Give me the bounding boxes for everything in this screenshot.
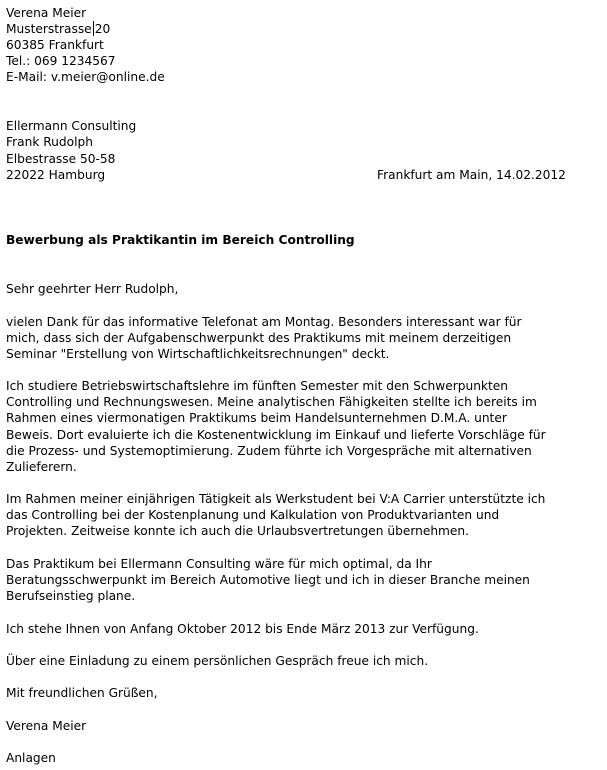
paragraph-line: Ich stehe Ihnen von Anfang Oktober 2012 bis Ende März 2013 zur Verfügung. bbox=[6, 622, 479, 636]
paragraph-4 bbox=[6, 556, 604, 605]
paragraph-2 bbox=[6, 378, 604, 475]
subject-line: Bewerbung als Praktikantin im Bereich Controlling bbox=[6, 233, 355, 247]
paragraph-line: Beratungsschwerpunkt im Bereich Automotive liegt und ich in dieser Branche meinen bbox=[6, 573, 530, 588]
sender-street bbox=[6, 21, 110, 37]
sender-phone: Tel.: 069 1234567 bbox=[6, 54, 116, 68]
paragraph-line: Berufseinstieg plane. bbox=[6, 589, 136, 604]
sender-name: Verena Meier bbox=[6, 6, 87, 20]
sender-street-number: 20 bbox=[94, 22, 111, 36]
paragraph-line: die Prozess- und Systemoptimierung. Zudem führte ich Vorgespräche mit alternativen bbox=[6, 443, 532, 458]
paragraph-line: Beweis. Dort evaluierte ich die Kostenentwicklung im Einkauf und lieferte Vorschläge für bbox=[6, 427, 546, 442]
paragraph-3 bbox=[6, 491, 604, 540]
recipient-company: Ellermann Consulting bbox=[6, 119, 137, 133]
date-line: Frankfurt am Main, 14.02.2012 bbox=[377, 168, 566, 182]
paragraph-line: Im Rahmen meiner einjährigen Tätigkeit als Werkstudent bei V:A Carrier unterstützte ich bbox=[6, 492, 546, 506]
paragraph-line: Rahmen eines viermonatigen Praktikums beim Handelsunternehmen D.M.A. unter bbox=[6, 411, 507, 426]
paragraph-6 bbox=[6, 653, 604, 669]
paragraph-line: das Controlling bei der Kostenplanung und Kalkulation von Produktvarianten und bbox=[6, 508, 500, 523]
paragraph-line: Zulieferern. bbox=[6, 460, 77, 475]
salutation: Sehr geehrter Herr Rudolph, bbox=[6, 282, 179, 296]
paragraph-line: Projekten. Zeitweise konnte ich auch die Urlaubsvertretungen übernehmen. bbox=[6, 524, 470, 539]
paragraph-line: mich, dass sich der Aufgabenschwerpunkt des Praktikums mit meinem derzeitigen bbox=[6, 331, 512, 346]
text-cursor bbox=[93, 21, 94, 36]
paragraph-5 bbox=[6, 621, 604, 637]
paragraph-line: Ich studiere Betriebswirtschaftslehre im fünften Semester mit den Schwerpunkten bbox=[6, 379, 508, 393]
paragraph-line: Seminar "Erstellung von Wirtschaftlichkeitsrechnungen" deckt. bbox=[6, 347, 390, 362]
recipient-person: Frank Rudolph bbox=[6, 135, 93, 149]
recipient-city: 22022 Hamburg bbox=[6, 168, 106, 182]
paragraph-line: Das Praktikum bei Ellermann Consulting wäre für mich optimal, da Ihr bbox=[6, 557, 432, 571]
paragraph-line: Über eine Einladung zu einem persönlichen Gespräch freue ich mich. bbox=[6, 654, 429, 668]
paragraph-1 bbox=[6, 314, 604, 363]
sender-city: 60385 Frankfurt bbox=[6, 38, 104, 52]
paragraph-line: vielen Dank für das informative Telefonat am Montag. Besonders interessant war für bbox=[6, 315, 522, 329]
recipient-street: Elbestrasse 50-58 bbox=[6, 152, 116, 166]
signature-name: Verena Meier bbox=[6, 719, 87, 733]
paragraph-line: Controlling und Rechnungswesen. Meine analytischen Fähigkeiten stellte ich bereits im bbox=[6, 395, 537, 410]
sender-street-name: Musterstrasse bbox=[6, 22, 92, 36]
sender-email: E-Mail: v.meier@online.de bbox=[6, 70, 165, 84]
closing: Mit freundlichen Grüßen, bbox=[6, 686, 158, 700]
attachments-label: Anlagen bbox=[6, 751, 56, 765]
